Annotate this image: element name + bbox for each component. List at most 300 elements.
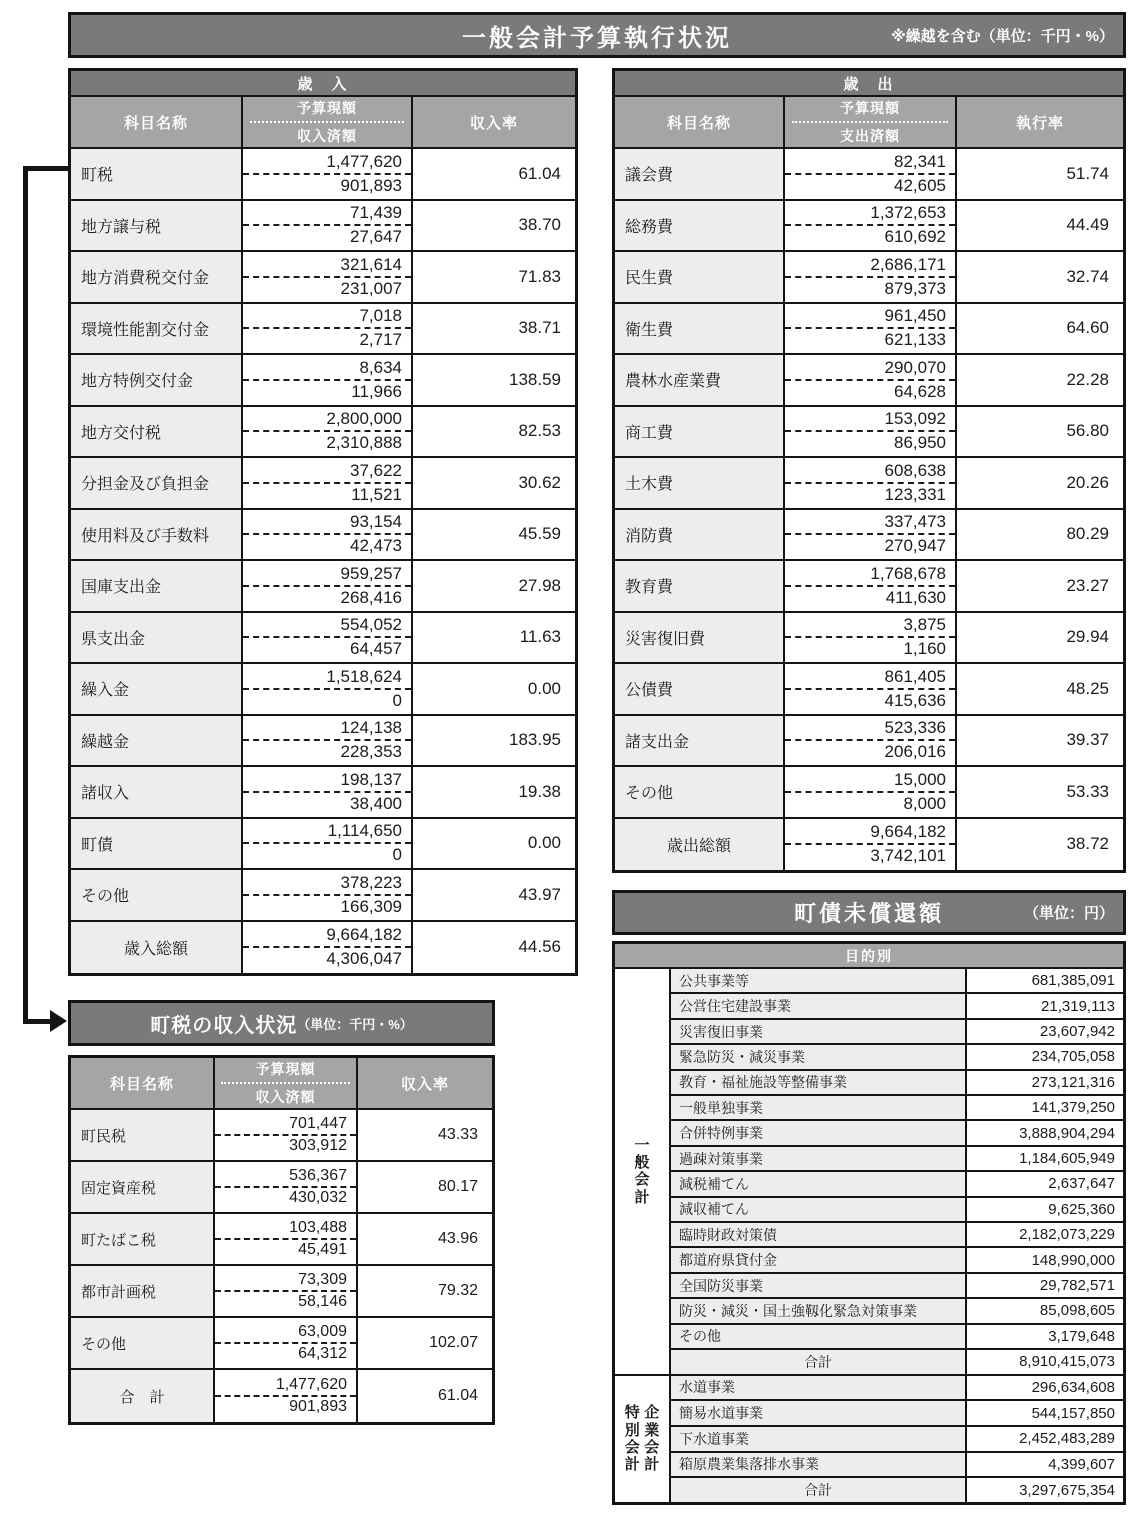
rate-value: 61.04: [518, 163, 561, 183]
rate-value: 22.28: [1066, 369, 1109, 389]
spent-amount: 411,630: [885, 587, 946, 607]
budget-amount: 861,405: [884, 666, 946, 686]
town-tax-rows: [71, 1110, 492, 1422]
budget-amount: 1,768,678: [870, 563, 946, 583]
received-amount: 64,312: [298, 1345, 347, 1362]
table-row: [615, 149, 1123, 201]
bond-unit: （単位：円）: [1023, 905, 1114, 922]
amount-cell: [243, 613, 413, 663]
column-amount: [215, 1058, 358, 1108]
bond-item-name: その他: [671, 1325, 967, 1348]
received-amount: 901,893: [340, 175, 402, 195]
table-row: [71, 149, 575, 201]
table-row: [615, 458, 1123, 510]
reference-arrow: [23, 166, 68, 171]
bond-item-value: 2,182,073,229: [1019, 1226, 1115, 1244]
subject-name: 県支出金: [71, 613, 243, 663]
received-amount: 303,912: [289, 1137, 347, 1154]
amount-cell: [785, 716, 957, 766]
rate-value: 11.63: [519, 627, 561, 647]
budget-amount: 73,309: [298, 1271, 347, 1288]
received-amount: 0: [392, 845, 402, 865]
column-received: 収入済額: [297, 128, 357, 144]
received-amount: 45,491: [298, 1241, 347, 1258]
subject-name: 諸収入: [71, 767, 243, 817]
amount-cell: [215, 1214, 358, 1264]
revenue-band: 歳 入: [71, 71, 575, 97]
subject-name: 町たばこ税: [71, 1214, 215, 1264]
table-row: [671, 1096, 1123, 1121]
rate-value: 56.80: [1066, 421, 1109, 441]
spent-amount: 610,692: [884, 227, 946, 247]
bond-item-value: 141,379,250: [1031, 1099, 1115, 1117]
amount-cell: [785, 819, 957, 871]
spent-amount: 3,742,101: [870, 846, 946, 866]
subject-name: 公債費: [615, 664, 785, 714]
bond-item-value: 2,452,483,289: [1019, 1430, 1115, 1448]
bond-title: 町債未償還額: [793, 901, 944, 926]
subject-name: 使用料及び手数料: [71, 510, 243, 560]
rate-value: 45.59: [518, 524, 561, 544]
rate-value: 44.49: [1066, 215, 1109, 235]
bond-item-name: 公共事業等: [671, 969, 967, 992]
column-budget: 予算現額: [840, 100, 900, 116]
budget-amount: 7,018: [359, 306, 402, 326]
bond-item-name: 過疎対策事業: [671, 1147, 967, 1170]
table-row: [671, 1198, 1123, 1223]
table-row: [71, 1214, 492, 1266]
town-tax-title-bar: [68, 1000, 495, 1046]
amount-cell: [785, 149, 957, 199]
bond-item-value: 29,782,571: [1039, 1277, 1115, 1295]
rate-value: 138.59: [509, 369, 561, 389]
table-row: [71, 458, 575, 510]
table-row: [615, 767, 1123, 819]
received-amount: 42,473: [350, 536, 402, 556]
amount-cell: [243, 716, 413, 766]
bond-subheader: 目的別: [615, 944, 1123, 969]
subject-name: 土木費: [615, 458, 785, 508]
bond-item-name: 合併特例事業: [671, 1121, 967, 1144]
table-row: [671, 1299, 1123, 1324]
town-tax-unit: （単位：千円・%）: [297, 1016, 413, 1032]
rate-value: 43.96: [437, 1230, 478, 1247]
bond-item-name: 臨時財政対策債: [671, 1223, 967, 1246]
column-subject: 科目名称: [71, 97, 243, 147]
subject-name: 歳出総額: [615, 819, 785, 871]
page-unit-note: ※繰越を含む（単位：千円・%）: [891, 27, 1114, 45]
budget-amount: 554,052: [340, 615, 402, 635]
bond-item-value: 148,990,000: [1031, 1251, 1115, 1269]
table-row: [671, 1121, 1123, 1146]
amount-cell: [243, 201, 413, 251]
rate-value: 29.94: [1066, 627, 1109, 647]
table-row: [71, 664, 575, 716]
amount-cell: [785, 355, 957, 405]
received-amount: 0: [392, 690, 402, 710]
subject-name: その他: [615, 767, 785, 817]
table-row: [671, 1248, 1123, 1273]
rate-value: 0.00: [527, 833, 561, 853]
table-row: [71, 767, 575, 819]
rate-value: 44.56: [518, 937, 561, 957]
budget-amount: 9,664,182: [870, 822, 946, 842]
amount-cell: [243, 304, 413, 354]
amount-cell: [243, 510, 413, 560]
spent-amount: 86,950: [894, 433, 946, 453]
bond-item-name: 下水道事業: [671, 1427, 967, 1451]
rate-value: 32.74: [1066, 266, 1109, 286]
subject-name: その他: [71, 1318, 215, 1368]
received-amount: 58,146: [298, 1293, 347, 1310]
bond-item-name: 減税補てん: [671, 1172, 967, 1195]
budget-amount: 290,070: [884, 357, 946, 377]
amount-cell: [243, 870, 413, 920]
subject-name: 商工費: [615, 407, 785, 457]
amount-cell: [785, 201, 957, 251]
amount-cell: [243, 252, 413, 302]
amount-cell: [243, 149, 413, 199]
table-row: [71, 1266, 492, 1318]
amount-cell: [785, 613, 957, 663]
bond-item-value: 273,121,316: [1031, 1073, 1115, 1091]
table-row: [671, 1478, 1123, 1502]
table-row: [71, 201, 575, 253]
rate-value: 64.60: [1066, 318, 1109, 338]
budget-amount: 337,473: [884, 512, 946, 532]
table-row: [671, 969, 1123, 994]
table-row: [671, 1376, 1123, 1402]
budget-amount: 701,447: [289, 1115, 347, 1132]
revenue-column-header: [71, 97, 575, 149]
table-row: [71, 819, 575, 871]
budget-amount: 378,223: [340, 872, 402, 892]
table-row: [71, 1318, 492, 1370]
received-amount: 228,353: [340, 742, 402, 762]
column-spent: 支出済額: [840, 128, 900, 144]
table-row: [671, 1274, 1123, 1299]
subject-name: 教育費: [615, 561, 785, 611]
table-row: [671, 1427, 1123, 1453]
budget-amount: 2,686,171: [870, 254, 946, 274]
rate-value: 0.00: [527, 678, 561, 698]
rate-value: 19.38: [518, 781, 561, 801]
subject-name: 分担金及び負担金: [71, 458, 243, 508]
budget-amount: 608,638: [884, 460, 946, 480]
subject-name: 衛生費: [615, 304, 785, 354]
bond-item-name: 緊急防災・減災事業: [671, 1045, 967, 1068]
spent-amount: 42,605: [894, 175, 946, 195]
column-subject: 科目名称: [615, 97, 785, 147]
table-row: [615, 252, 1123, 304]
budget-amount: 103,488: [289, 1219, 347, 1236]
subject-name: 繰越金: [71, 716, 243, 766]
bond-item-name: 一般単独事業: [671, 1096, 967, 1119]
spent-amount: 270,947: [884, 536, 946, 556]
budget-amount: 198,137: [340, 769, 402, 789]
budget-amount: 153,092: [884, 409, 946, 429]
amount-cell: [785, 664, 957, 714]
subject-name: 国庫支出金: [71, 561, 243, 611]
received-amount: 231,007: [340, 278, 402, 298]
table-row: [615, 716, 1123, 768]
table-row: [615, 561, 1123, 613]
rate-value: 80.17: [437, 1178, 478, 1195]
bond-item-value: 21,319,113: [1041, 997, 1115, 1015]
subject-name: 地方消費税交付金: [71, 252, 243, 302]
rate-value: 23.27: [1066, 575, 1109, 595]
budget-amount: 536,367: [289, 1167, 347, 1184]
subject-name: 都市計画税: [71, 1266, 215, 1316]
received-amount: 64,457: [350, 639, 402, 659]
table-row: [615, 304, 1123, 356]
table-row: [671, 1172, 1123, 1197]
subject-name: 地方交付税: [71, 407, 243, 457]
rate-value: 80.29: [1066, 524, 1109, 544]
bond-group-special: [615, 1376, 1123, 1502]
amount-cell: [785, 407, 957, 457]
amount-cell: [215, 1110, 358, 1160]
expenditure-rows: [615, 149, 1123, 870]
bond-item-value: 9,625,360: [1048, 1200, 1115, 1218]
bond-item-value: 296,634,608: [1031, 1378, 1115, 1396]
budget-amount: 15,000: [894, 769, 946, 789]
bond-rows-special: [671, 1376, 1123, 1502]
revenue-table: [68, 68, 578, 976]
budget-amount: 71,439: [350, 203, 402, 223]
bond-item-value: 2,637,647: [1048, 1175, 1115, 1193]
amount-cell: [243, 922, 413, 974]
rate-value: 38.71: [518, 318, 561, 338]
amount-cell: [215, 1318, 358, 1368]
received-amount: 2,310,888: [326, 433, 402, 453]
received-amount: 27,647: [350, 227, 402, 247]
bond-item-value: 3,888,904,294: [1019, 1124, 1115, 1142]
subject-name: 消防費: [615, 510, 785, 560]
budget-amount: 321,614: [340, 254, 402, 274]
subject-name: 合 計: [71, 1370, 215, 1422]
reference-arrow-head: [50, 1010, 67, 1032]
group-label: 一般会計: [634, 1136, 650, 1206]
table-row: [71, 1110, 492, 1162]
bond-item-value: 23,607,942: [1039, 1023, 1115, 1041]
amount-cell: [215, 1266, 358, 1316]
received-amount: 11,966: [351, 381, 402, 401]
subject-name: 諸支出金: [615, 716, 785, 766]
amount-cell: [243, 819, 413, 869]
amount-cell: [243, 458, 413, 508]
table-row: [671, 1401, 1123, 1427]
amount-cell: [785, 458, 957, 508]
budget-amount: 2,800,000: [326, 409, 402, 429]
budget-amount: 1,114,650: [327, 821, 402, 841]
amount-cell: [785, 561, 957, 611]
received-amount: 2,717: [359, 330, 402, 350]
bond-item-name: 簡易水道事業: [671, 1401, 967, 1425]
budget-amount: 37,622: [350, 460, 402, 480]
received-amount: 11,521: [351, 484, 402, 504]
rate-value: 43.97: [518, 884, 561, 904]
rate-value: 61.04: [437, 1387, 478, 1404]
subject-name: 総務費: [615, 201, 785, 251]
bond-title-bar: [612, 890, 1126, 935]
subject-name: 歳入総額: [71, 922, 243, 974]
subject-name: 民生費: [615, 252, 785, 302]
table-row: [71, 407, 575, 459]
rate-value: 27.98: [518, 575, 561, 595]
column-amount: [785, 97, 957, 147]
bond-item-name: 減収補てん: [671, 1198, 967, 1221]
rate-value: 82.53: [518, 421, 561, 441]
bond-item-value: 681,385,091: [1031, 972, 1115, 990]
table-row: [71, 1162, 492, 1214]
table-row: [671, 1045, 1123, 1070]
group-label-cell: [615, 1376, 671, 1502]
rate-value: 48.25: [1066, 678, 1109, 698]
town-tax-title: 町税の収入状況: [150, 1014, 298, 1037]
bond-item-value: 3,297,675,354: [1019, 1481, 1115, 1499]
budget-amount: 523,336: [884, 718, 946, 738]
dotted-divider: [792, 121, 948, 123]
table-row: [71, 613, 575, 665]
rate-value: 51.74: [1066, 163, 1109, 183]
subject-name: 農林水産業費: [615, 355, 785, 405]
rate-value: 71.83: [518, 266, 561, 286]
bond-item-value: 1,184,605,949: [1019, 1150, 1115, 1168]
spent-amount: 879,373: [884, 278, 946, 298]
budget-amount: 8,634: [359, 357, 402, 377]
budget-amount: 961,450: [884, 306, 946, 326]
budget-amount: 1,477,620: [275, 1376, 347, 1393]
reference-arrow: [23, 1019, 51, 1024]
expenditure-column-header: [615, 97, 1123, 149]
expenditure-band: 歳 出: [615, 71, 1123, 97]
table-row: [71, 922, 575, 974]
spent-amount: 123,331: [884, 484, 946, 504]
received-amount: 38,400: [350, 793, 402, 813]
subject-name: 地方特例交付金: [71, 355, 243, 405]
expenditure-table: [612, 68, 1126, 873]
amount-cell: [243, 407, 413, 457]
town-tax-column-header: [71, 1058, 492, 1110]
budget-amount: 3,875: [903, 615, 946, 635]
table-row: [615, 613, 1123, 665]
subject-name: 町民税: [71, 1110, 215, 1160]
table-row: [671, 1350, 1123, 1373]
bond-item-name: 防災・減災・国土強靱化緊急対策事業: [671, 1299, 967, 1322]
budget-amount: 959,257: [340, 563, 402, 583]
budget-amount: 9,664,182: [326, 925, 402, 945]
bond-item-name: 合計: [671, 1478, 967, 1502]
table-row: [71, 561, 575, 613]
dotted-divider: [221, 1082, 351, 1084]
column-budget: 予算現額: [297, 100, 357, 116]
rate-value: 102.07: [429, 1334, 478, 1351]
subject-name: 災害復旧費: [615, 613, 785, 663]
bond-item-value: 4,399,607: [1048, 1455, 1115, 1473]
rate-value: 38.70: [518, 215, 561, 235]
budget-amount: 1,372,653: [870, 203, 946, 223]
budget-amount: 124,138: [340, 718, 402, 738]
town-tax-table: [68, 1055, 495, 1425]
amount-cell: [785, 304, 957, 354]
group-label: 特別会計: [624, 1404, 640, 1474]
spent-amount: 206,016: [884, 742, 946, 762]
bond-item-value: 234,705,058: [1031, 1048, 1115, 1066]
rate-value: 30.62: [518, 472, 561, 492]
column-budget: 予算現額: [255, 1061, 316, 1077]
subject-name: 繰入金: [71, 664, 243, 714]
subject-name: 環境性能割交付金: [71, 304, 243, 354]
table-row: [671, 1071, 1123, 1096]
subject-name: 地方譲与税: [71, 201, 243, 251]
rate-value: 53.33: [1066, 781, 1109, 801]
revenue-rows: [71, 149, 575, 973]
rate-value: 39.37: [1066, 730, 1109, 750]
column-rate: 執行率: [1015, 114, 1064, 132]
rate-value: 38.72: [1066, 834, 1109, 854]
bond-item-name: 災害復旧事業: [671, 1020, 967, 1043]
column-received: 収入済額: [255, 1089, 316, 1105]
page-title: 一般会計予算執行状況: [462, 24, 732, 52]
received-amount: 268,416: [340, 587, 402, 607]
bond-item-value: 8,910,415,073: [1019, 1353, 1115, 1371]
bond-item-name: 箱原農業集落排水事業: [671, 1453, 967, 1477]
table-row: [615, 664, 1123, 716]
spent-amount: 621,133: [884, 330, 946, 350]
subject-name: その他: [71, 870, 243, 920]
amount-cell: [243, 355, 413, 405]
received-amount: 4,306,047: [326, 949, 402, 969]
received-amount: 430,032: [289, 1189, 347, 1206]
bond-item-name: 教育・福祉施設等整備事業: [671, 1071, 967, 1094]
spent-amount: 415,636: [884, 690, 946, 710]
table-row: [671, 994, 1123, 1019]
bond-rows-general: [671, 969, 1123, 1374]
budget-amount: 82,341: [894, 151, 946, 171]
bond-item-value: 85,098,605: [1039, 1302, 1115, 1320]
column-rate: 収入率: [400, 1075, 449, 1093]
received-amount: 166,309: [340, 896, 402, 916]
rate-value: 20.26: [1066, 472, 1109, 492]
reference-arrow: [23, 166, 28, 1024]
bond-table: [612, 941, 1126, 1505]
table-row: [71, 510, 575, 562]
budget-amount: 63,009: [298, 1323, 347, 1340]
subject-name: 固定資産税: [71, 1162, 215, 1212]
group-label-cell: [615, 969, 671, 1374]
budget-amount: 1,477,620: [326, 151, 402, 171]
amount-cell: [785, 510, 957, 560]
budget-amount: 1,518,624: [326, 666, 402, 686]
spent-amount: 64,628: [894, 381, 946, 401]
spent-amount: 1,160: [903, 639, 946, 659]
column-subject: 科目名称: [71, 1058, 215, 1108]
table-row: [71, 355, 575, 407]
amount-cell: [785, 767, 957, 817]
table-row: [615, 819, 1123, 871]
bond-groups: [615, 969, 1123, 1502]
bond-item-name: 都道府県貸付金: [671, 1248, 967, 1271]
subject-name: 町債: [71, 819, 243, 869]
bond-item-value: 3,179,648: [1048, 1327, 1115, 1345]
table-row: [671, 1453, 1123, 1479]
table-row: [71, 252, 575, 304]
amount-cell: [243, 664, 413, 714]
table-row: [671, 1223, 1123, 1248]
subject-name: 町税: [71, 149, 243, 199]
table-row: [615, 201, 1123, 253]
